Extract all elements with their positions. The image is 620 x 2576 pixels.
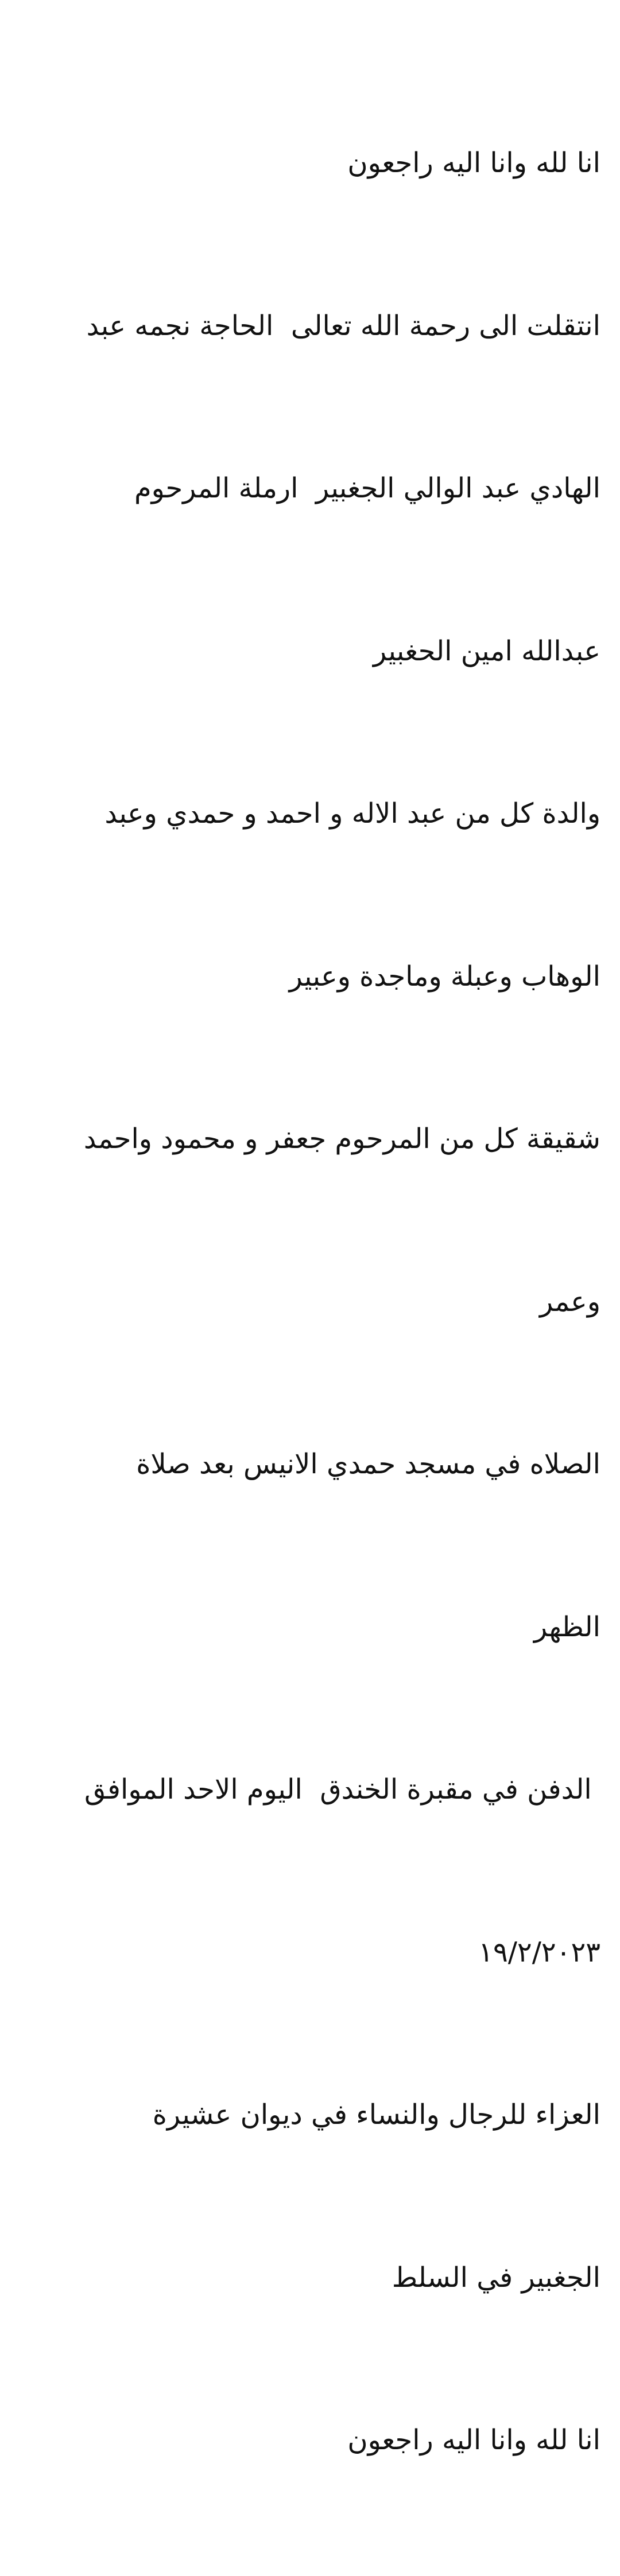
announcement-line-2: الهادي عبد الوالي الجغبير ارملة المرحوم: [134, 472, 600, 504]
closing-verse: انا لله وانا اليه راجعون: [347, 2424, 600, 2456]
opening-verse: انا لله وانا اليه راجعون: [347, 147, 600, 179]
condolences-line-1: العزاء للرجال والنساء في ديوان عشيرة: [152, 2099, 600, 2131]
obituary-notice: [23, 28, 600, 2576]
mother-of-line-2: الوهاب وعبلة وماجدة وعبير: [289, 960, 600, 993]
prayer-line-1: الصلاه في مسجد حمدي الانيس بعد صلاة: [136, 1448, 600, 1480]
burial-date: ١٩/٢/٢٠٢٣: [478, 1936, 600, 1968]
condolences-line-2: الجغبير في السلط: [392, 2261, 600, 2294]
sister-of-line-2: وعمر: [539, 1285, 600, 1318]
announcement-line-1: انتقلت الى رحمة الله تعالى الحاجة نجمه عبد: [86, 309, 600, 342]
announcement-line-3: عبدالله امين الحغبير: [373, 635, 600, 667]
sister-of-line-1: شقيقة كل من المرحوم جعفر و محمود واحمد: [83, 1123, 600, 1155]
mother-of-line-1: والدة كل من عبد الاله و احمد و حمدي وعبد: [104, 797, 600, 830]
burial-line: الدفن في مقبرة الخندق اليوم الاحد الموافق: [84, 1773, 600, 1805]
prayer-line-2: الظهر: [534, 1610, 600, 1643]
